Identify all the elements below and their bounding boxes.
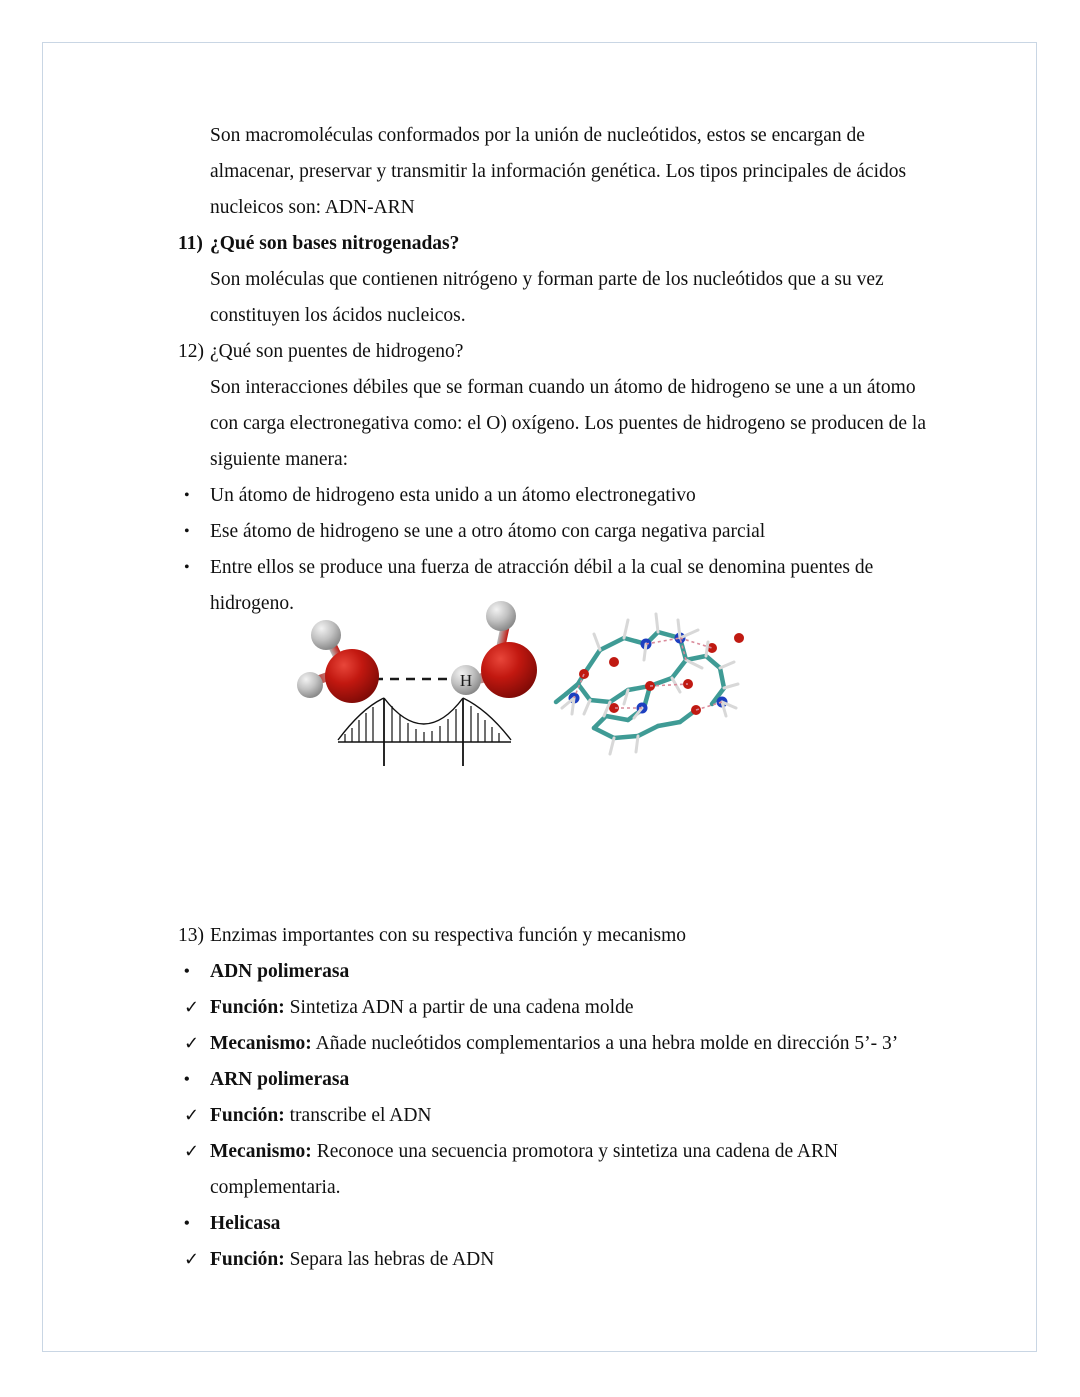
question-12-answer: Son interacciones débiles que se forman cuando un átomo de hidrogeno se une a un átomo con carga electronegativa como: el O) oxígeno. Los puentes de hidrogeno se producen de la siguiente manera: xyxy=(210,377,927,470)
page-content xyxy=(178,118,938,622)
list-item-text: Un átomo de hidrogeno esta unido a un átomo electronegativo xyxy=(210,485,696,506)
detail-label: Función: xyxy=(210,1105,285,1126)
question-13-title: Enzimas importantes con su respectiva función y mecanismo xyxy=(210,925,686,946)
suspension-bridge-icon xyxy=(338,698,511,766)
question-11-heading xyxy=(178,226,930,262)
intro-paragraph: Son macromoléculas conformados por la unión de nucleótidos, estos se encargan de almacenar, preservar y transmitir la información genética. Los tipos principales de ácidos nucleicos son: ADN-ARN xyxy=(210,125,907,218)
bullet-dot-icon: • xyxy=(184,963,190,980)
bullet-dot-icon: • xyxy=(184,1215,190,1232)
question-12-number: 12) xyxy=(178,341,204,362)
enzyme-detail-item xyxy=(178,1026,930,1062)
question-11-title: ¿Qué son bases nitrogenadas? xyxy=(210,233,460,254)
checkmark-icon: ✓ xyxy=(184,1105,200,1126)
question-12-title: ¿Qué son puentes de hidrogeno? xyxy=(210,341,464,362)
water-molecule-right xyxy=(451,601,537,698)
enzyme-detail-item xyxy=(178,1134,930,1206)
detail-text: transcribe el ADN xyxy=(289,1105,432,1126)
enzyme-name-item xyxy=(178,1062,930,1098)
detail-text: Añade nucleótidos complementarios a una hebra molde en dirección 5’- 3’ xyxy=(315,1033,899,1054)
carbon-backbone-bonds xyxy=(556,632,724,738)
detail-text: Sintetiza ADN a partir de una cadena molde xyxy=(289,997,634,1018)
detail-label: Función: xyxy=(210,1249,285,1270)
enzyme-name: Helicasa xyxy=(210,1213,281,1234)
oxygen-atom xyxy=(481,642,537,698)
molecular-model-panel xyxy=(556,614,744,754)
hydrogen-atom xyxy=(311,620,341,650)
detail-text: Separa las hebras de ADN xyxy=(289,1249,495,1270)
bullet-dot-icon: • xyxy=(184,1071,190,1088)
enzyme-detail-item xyxy=(178,990,930,1026)
list-item-text: Ese átomo de hidrogeno se une a otro átomo con carga negativa parcial xyxy=(210,521,766,542)
detail-text: Reconoce una secuencia promotora y sintetiza una cadena de ARN complementaria. xyxy=(210,1141,839,1198)
hydrogen-atom xyxy=(486,601,516,631)
hydrogen-atom-label: H xyxy=(459,671,473,690)
checkmark-icon: ✓ xyxy=(184,1033,200,1054)
question-11-number: 11) xyxy=(178,233,203,254)
enzyme-name: ARN polimerasa xyxy=(210,1069,350,1090)
list-item-text: Entre ellos se produce una fuerza de atracción débil a la cual se denomina puentes de hidrogeno. xyxy=(210,557,874,614)
bullet-dot-icon: • xyxy=(184,559,190,576)
question-13-number: 13) xyxy=(178,925,204,946)
water-molecule-left xyxy=(297,620,379,703)
checkmark-icon: ✓ xyxy=(184,1249,200,1270)
list-item xyxy=(178,478,930,514)
question-11-answer: Son moléculas que contienen nitrógeno y forman parte de los nucleótidos que a su vez constituyen los ácidos nucleicos. xyxy=(210,269,884,326)
checkmark-icon: ✓ xyxy=(184,1141,200,1162)
detail-label: Mecanismo: xyxy=(210,1141,312,1162)
water-dimer-panel xyxy=(297,601,537,766)
enzyme-detail-item xyxy=(178,1098,930,1134)
question-12-heading xyxy=(178,334,930,370)
enzyme-name-item xyxy=(178,1206,930,1242)
bullet-dot-icon: • xyxy=(184,523,190,540)
list-item xyxy=(178,514,930,550)
enzyme-name: ADN polimerasa xyxy=(210,961,350,982)
detail-label: Función: xyxy=(210,997,285,1018)
page-content-lower xyxy=(178,918,938,1278)
detail-label: Mecanismo: xyxy=(210,1033,312,1054)
enzyme-name-item xyxy=(178,954,930,990)
hydrogen-bond-figure xyxy=(296,590,786,770)
hydrogen-atom xyxy=(297,672,323,698)
enzyme-detail-item xyxy=(178,1242,930,1278)
checkmark-icon: ✓ xyxy=(184,997,200,1018)
bullet-dot-icon: • xyxy=(184,487,190,504)
oxygen-atom xyxy=(325,649,379,703)
question-13-heading xyxy=(178,918,930,954)
